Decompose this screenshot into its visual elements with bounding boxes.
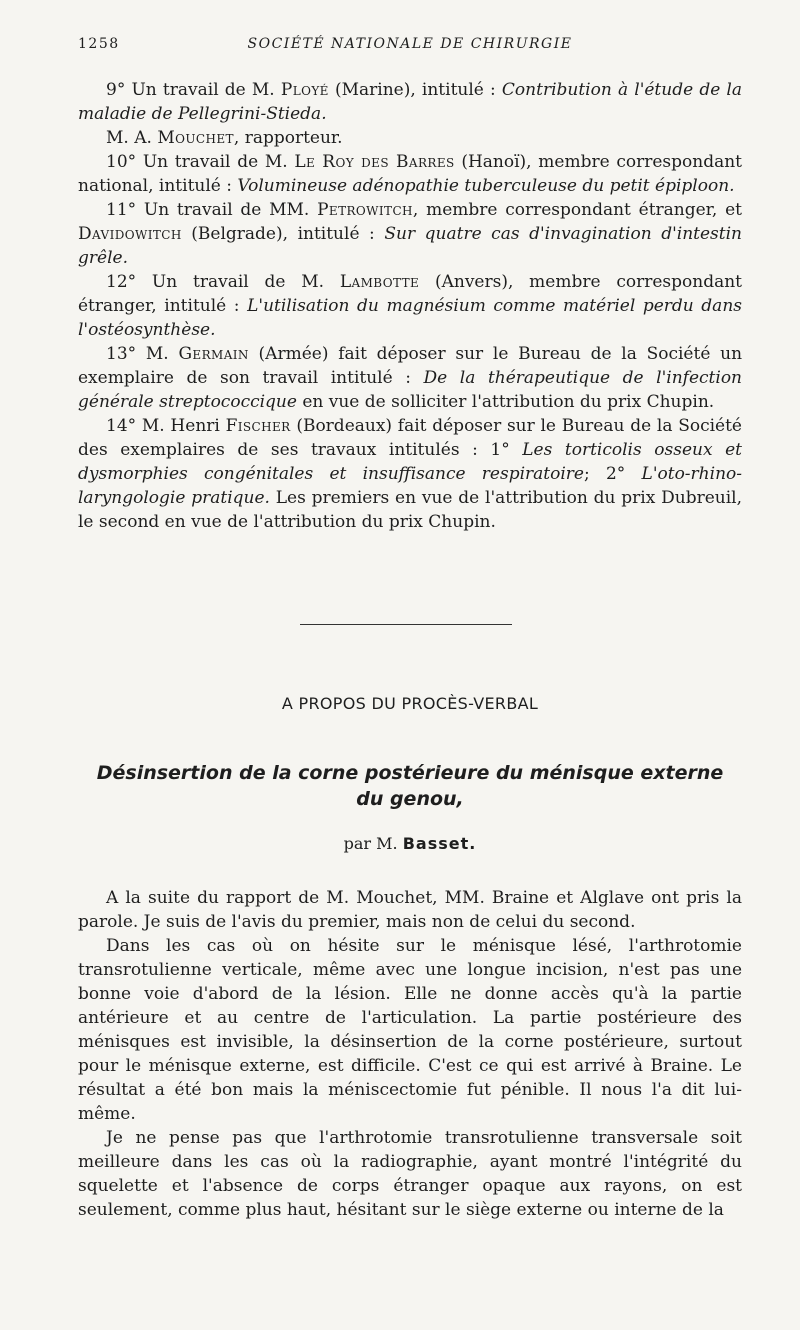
body-paragraph-3: Je ne pense pas que l'arthrotomie transrotulienne transversale soit meilleure dans les cas où la radiographie, ayant montré l'intégrité du squelette et l'absence de corps étranger opaque aux rayons, on est seulement, comme plus haut, hésitant sur le siège externe ou interne de la <box>78 1128 742 1220</box>
rapporteur-line: M. A. Mouchet, rapporteur. <box>106 128 343 148</box>
agenda-list <box>78 78 742 534</box>
article-title-line-2: du genou, <box>356 788 464 810</box>
body-paragraph-1: A la suite du rapport de M. Mouchet, MM. Braine et Alglave ont pris la parole. Je suis de l'avis du premier, mais non de celui du second. <box>78 888 742 932</box>
agenda-item-14: 14° M. Henri Fischer (Bordeaux) fait déposer sur le Bureau de la Société des exemplaires de ses travaux intitulés : 1° Les torticolis osseux et dysmorphies congénitales et insuffisance respiratoire; 2° L'oto-rhino-laryngologie pratique. Les premiers en vue de l'attribution du prix Dubreuil, le second en vue de l'attribution du prix Chupin. <box>78 416 742 532</box>
agenda-item-10: 10° Un travail de M. Le Roy des Barres (Hanoï), membre correspondant national, intitulé : Volumineuse adénopathie tuberculeuse du petit épiploon. <box>78 152 742 196</box>
agenda-item-13: 13° M. Germain (Armée) fait déposer sur le Bureau de la Société un exemplaire de son travail intitulé : De la thérapeutique de l'infection générale streptococcique en vue de solliciter l'attribution du prix Chupin. <box>78 344 743 412</box>
byline: par M. Basset. <box>343 834 477 853</box>
agenda-item-11: 11° Un travail de MM. Petrowitch, membre correspondant étranger, et Davidowitch (Belgrade), intitulé : Sur quatre cas d'invagination d'intestin grêle. <box>78 200 742 268</box>
running-head <box>78 36 742 58</box>
section-heading: A PROPOS DU PROCÈS-VERBAL <box>281 694 539 713</box>
agenda-item-12: 12° Un travail de M. Lambotte (Anvers), membre correspondant étranger, intitulé : L'utilisation du magnésium comme matériel perdu dans l'ostéosynthèse. <box>78 272 742 340</box>
body-paragraph-2: Dans les cas où on hésite sur le ménisque lésé, l'arthrotomie transrotulienne verticale, même avec une longue incision, n'est pas une bonne voie d'abord de la lésion. Elle ne donne accès qu'à la partie antérieure et au centre de l'articulation. La partie postérieure des ménisques est invisible, la désinsertion de la corne postérieure, surtout pour le ménisque externe, est difficile. C'est ce qui est arrivé à Braine. Le résultat a été bon mais la méniscectomie fut pénible. Il nous l'a dit lui-même. <box>78 936 742 1124</box>
page-number: 1258 <box>78 36 120 52</box>
journal-title: SOCIÉTÉ NATIONALE DE CHIRURGIE <box>247 36 573 52</box>
article-title-line-1: Désinsertion de la corne postérieure du ménisque externe <box>96 762 724 784</box>
agenda-item-9: 9° Un travail de M. Ployé (Marine), intitulé : Contribution à l'étude de la maladie de Pellegrini-Stieda. <box>78 80 742 124</box>
section-divider <box>300 624 512 625</box>
byline-author: Basset. <box>402 834 477 853</box>
article-body <box>78 886 742 1222</box>
article-title <box>78 760 742 812</box>
